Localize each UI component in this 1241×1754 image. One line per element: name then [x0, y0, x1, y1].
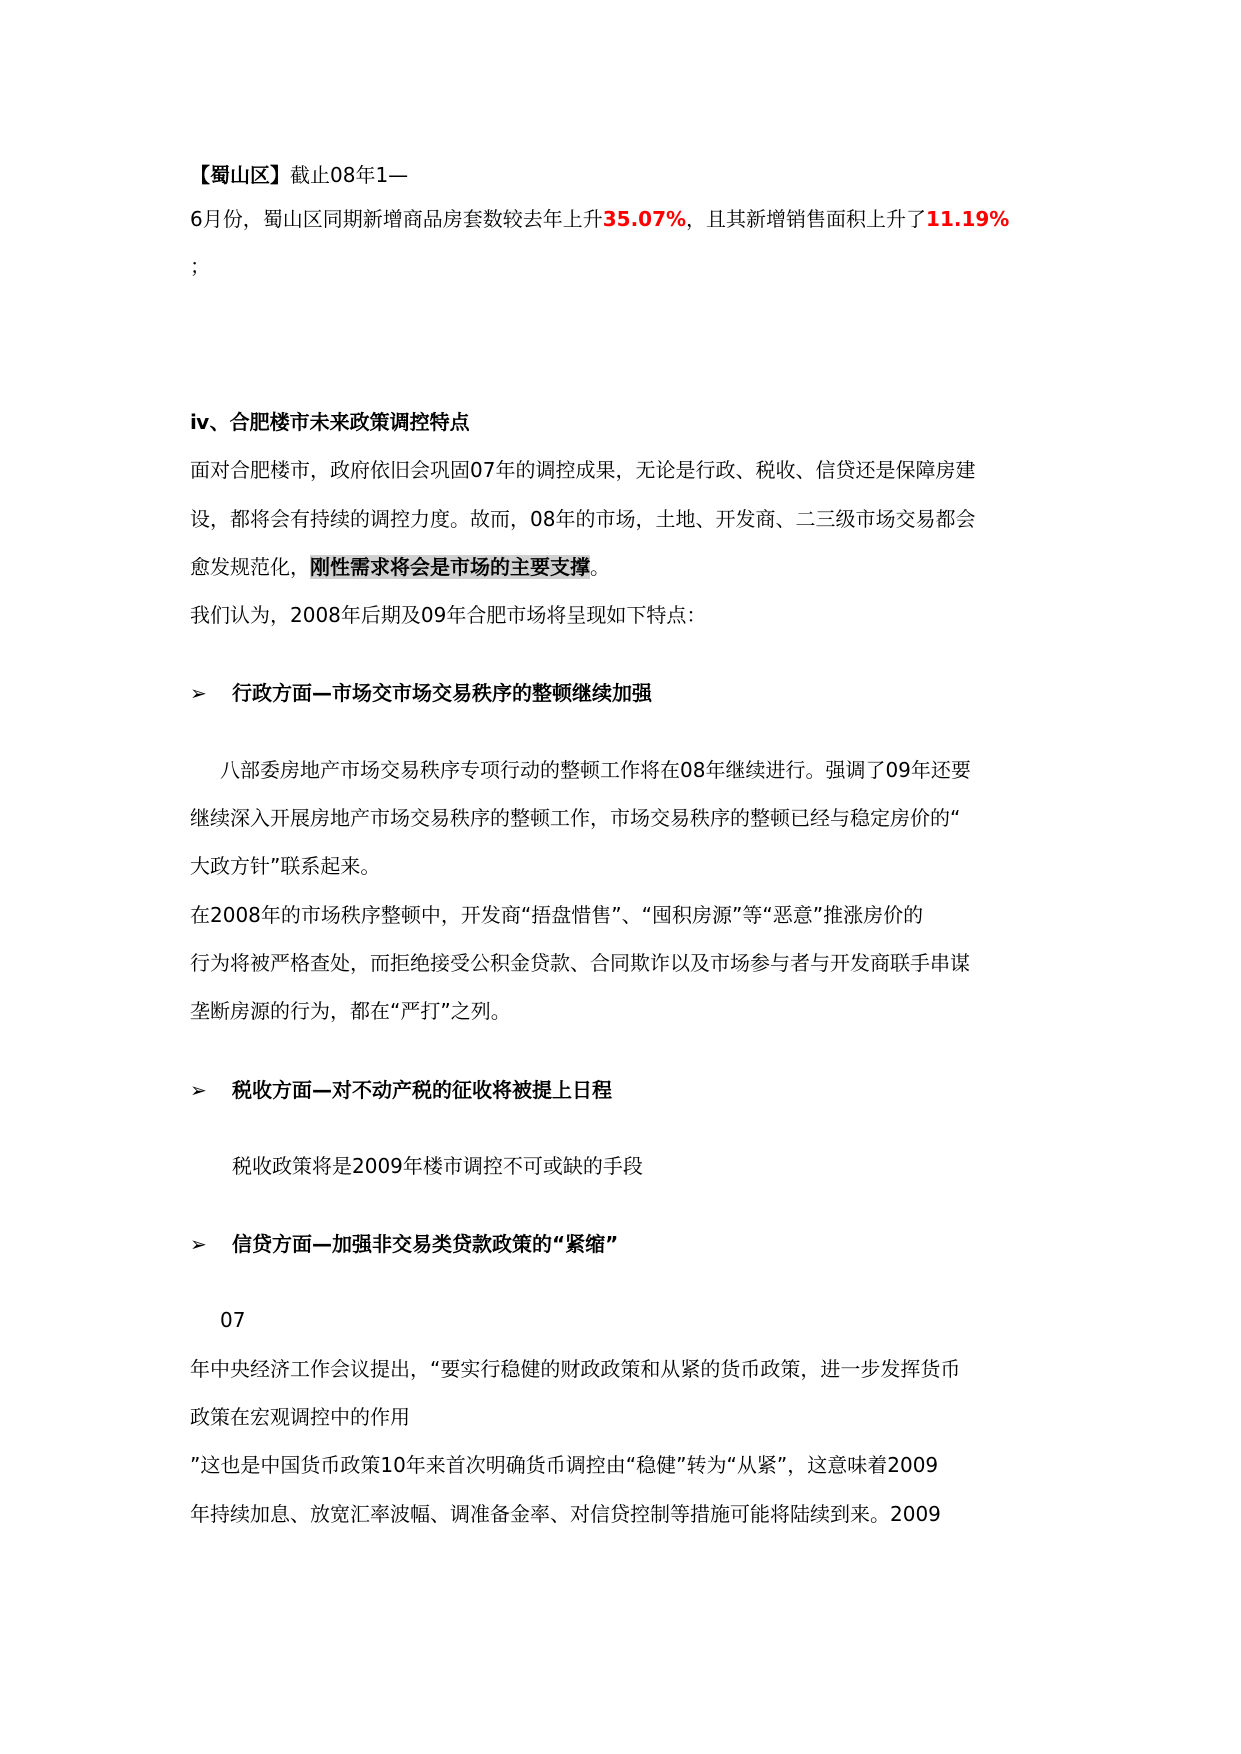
increase-text-b: ，且其新增销售面积上升了: [686, 207, 927, 231]
credit-line-5: 年持续加息、放宽汇率波幅、调准备金率、对信贷控制等措施可能将陆续到来。2009: [190, 1502, 941, 1526]
admin-line-2: 继续深入开展房地产市场交易秩序的整顿工作，市场交易秩序的整顿已经与稳定房价的“: [190, 806, 961, 830]
admin-line-4: 在2008年的市场秩序整顿中，开发商“捂盘惜售”、“囤积房源”等“恶意”推涨房价的: [190, 903, 924, 927]
admin-line-5: 行为将被严格查处，而拒绝接受公积金贷款、合同欺诈以及市场参与者与开发商联手串谋: [190, 951, 970, 975]
shushan-line-1: [190, 161, 408, 189]
admin-line-6: 垄断房源的行为，都在“严打”之列。: [190, 999, 511, 1023]
region-label: 【蜀山区】: [190, 163, 290, 187]
para1-line-3-a: 愈发规范化，: [190, 555, 310, 579]
para2-line: 我们认为，2008年后期及09年合肥市场将呈现如下特点：: [190, 603, 707, 627]
para1-line-3-b: 。: [590, 555, 610, 579]
para1-line-2: 设，都将会有持续的调控力度。故而，08年的市场，土地、开发商、二三级市场交易都会: [190, 507, 976, 531]
increase-text-a: 6月份，蜀山区同期新增商品房套数较去年上升: [190, 207, 603, 231]
admin-line-3: 大政方针”联系起来。: [190, 854, 381, 878]
admin-line-1: 八部委房地产市场交易秩序专项行动的整顿工作将在08年继续进行。强调了09年还要: [220, 758, 971, 782]
pct-units: 35.07%: [602, 207, 687, 231]
highlight-text: 刚性需求将会是市场的主要支撑: [310, 555, 590, 579]
tax-line-1: 税收政策将是2009年楼市调控不可或缺的手段: [232, 1154, 643, 1178]
shushan-line-3: [190, 252, 210, 280]
bullet-tax-title: 税收方面—对不动产税的征收将被提上日程: [232, 1078, 612, 1102]
para1-line-1: 面对合肥楼市，政府依旧会巩固07年的调控成果，无论是行政、税收、信贷还是保障房建: [190, 458, 976, 482]
semicolon: ；: [190, 254, 210, 278]
bullet-arrow-icon: ➢: [190, 1232, 207, 1256]
bullet-arrow-icon: ➢: [190, 681, 207, 705]
credit-line-2: 年中央经济工作会议提出，“要实行稳健的财政政策和从紧的货币政策，进一步发挥货币: [190, 1357, 961, 1381]
bullet-credit-title: 信贷方面—加强非交易类贷款政策的“紧缩”: [232, 1232, 619, 1256]
credit-line-4: ”这也是中国货币政策10年来首次明确货币调控由“稳健”转为“从紧”，这意味着2009: [190, 1453, 939, 1477]
section-heading: ⅳ、合肥楼市未来政策调控特点: [190, 410, 470, 434]
shushan-line-2: [190, 205, 1009, 233]
bullet-arrow-icon: ➢: [190, 1078, 207, 1102]
credit-line-3: 政策在宏观调控中的作用: [190, 1405, 410, 1429]
credit-line-1: 07: [220, 1308, 246, 1332]
bullet-admin-title: 行政方面—市场交市场交易秩序的整顿继续加强: [232, 681, 652, 705]
pct-area: 11.19%: [926, 207, 1010, 231]
para1-line-3: [190, 553, 610, 581]
period-text: 截止08年1—: [290, 163, 409, 187]
